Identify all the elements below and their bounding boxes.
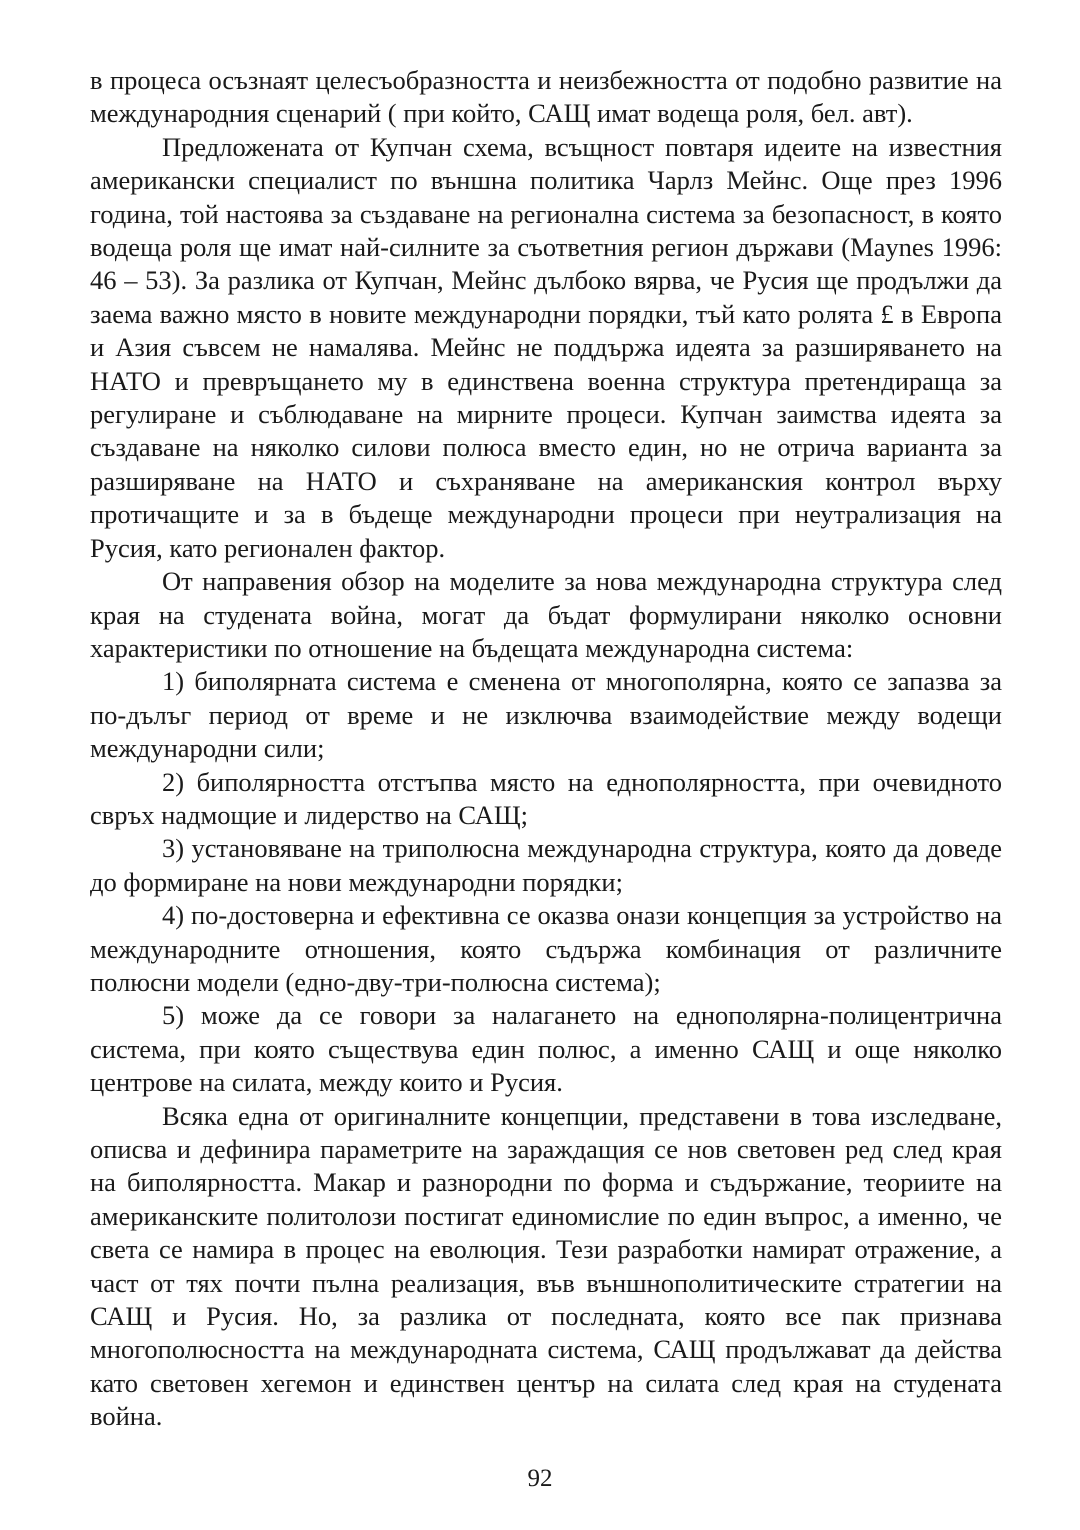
paragraph-conclusion: Всяка една от оригиналните концепции, представени в това изследване, описва и дефинира параметрите на зараждащия се нов световен ред след края на биполярността. Макар и разнородни по форма и съдържание, теориите на американските политолози постигат единомислие по един въпрос, а именно, че света се намира в процес на еволюция. Тези разработки намират отражение, а част от тях почти пълна реализация, във външнополитическите стратегии на САЩ и Русия. Но, за разлика от последната, която все пак признава многополюсността на международната система, САЩ продължават да действа като световен хегемон и единствен център на силата след края на студената война. [90, 1100, 1002, 1432]
page-number: 92 [527, 1465, 553, 1492]
paragraph-summary-intro: От направения обзор на моделите за нова международна структура след края на студената война, могат да бъдат формулирани няколко основни характеристики по отношение на бъдещата международна система: [90, 566, 1002, 663]
list-item-5: 5) може да се говори за налагането на еднополярна-полицентрична система, при която съществува един полюс, а именно САЩ и още няколко центрове на силата, между които и Русия. [90, 1000, 1002, 1098]
paragraph-continuation: в процеса осъзнаят целесъобразността и неизбежността от подобно развитие на международния сценарий ( при който, САЩ имат водеща роля, бел. авт). [90, 65, 1002, 129]
paragraph-maynes: Предложената от Купчан схема, всъщност повтаря идеите на известния американски специалист по външна политика Чарлз Мейнс. Още през 1996 година, той настоява за създаване на регионална система за безопасност, в която водеща роля ще имат най-силните за съответния регион държави (Maynes 1996: 46 – 53). За разлика от Купчан, Мейнс дълбоко вярва, че Русия ще продължи да заема важно място в новите международни порядки, тъй като ролята £ в Европа и Азия съвсем не намалява. Мейнс не поддържа идеята за разширяването на НАТО и превръщането му в единствена военна структура претендираща за регулиране и съблюдаване на мирните процеси. Купчан заимства идеята за създаване на няколко силови полюса вместо един, но не отрича варианта за разширяване на НАТО и съхраняване на американския контрол върху протичащите и за в бъдеще международни процеси при неутрализация на Русия, като регионален фактор. [90, 131, 1002, 563]
page-body [90, 64, 1002, 1434]
list-item-1: 1) биполярната система е сменена от многополярна, която се запазва за по-дълъг период от време и не изключва взаимодействие между водещи международни сили; [90, 666, 1002, 764]
list-item-4: 4) по-достоверна и ефективна се оказва онази концепция за устройство на международните отношения, която съдържа комбинация от различните полюсни модели (едно-дву-три-полюсна система); [90, 900, 1002, 997]
list-item-2: 2) биполярността отстъпва място на еднополярността, при очевидното свръх надмощие и лидерство на САЩ; [90, 766, 1002, 830]
list-item-3: 3) установяване на триполюсна международна структура, която да доведе до формиране на нови международни порядки; [90, 833, 1002, 897]
